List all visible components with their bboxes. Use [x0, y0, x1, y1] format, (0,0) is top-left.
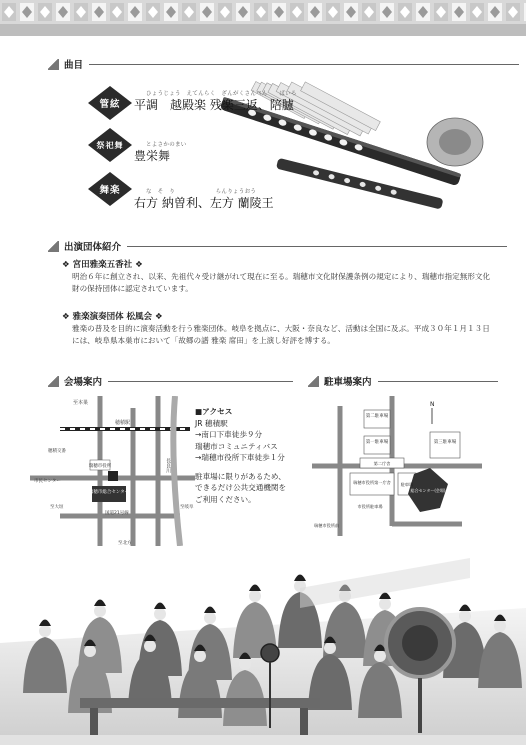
river-label: 長良川	[165, 458, 171, 473]
performers-heading	[48, 238, 507, 254]
heading-mark-icon	[48, 59, 59, 70]
access-info	[195, 406, 305, 505]
access-note: 駐車場に限りがあるため、	[195, 471, 286, 481]
river	[173, 396, 180, 546]
center-label: 総合センター(会場)	[410, 488, 446, 493]
access-note: できるだけ公共交通機関を	[195, 483, 287, 492]
second-office-label: 第二庁舎	[373, 461, 391, 466]
clover-icon: ❖	[62, 312, 73, 322]
p2-label: 第二駐車場	[365, 414, 389, 419]
venue-heading-label: 会場案内	[64, 377, 103, 388]
heading-rule	[378, 381, 498, 382]
performers-heading-label: 出演団体紹介	[64, 242, 122, 253]
org-description: 雅楽の普及を目的に演奏活動を行う雅楽団体。岐阜を拠点に、大阪・奈良など、活動は全国に及ぶ。平成３０年１月１３日には、岐阜県本巣市において「故郷の譜 雅楽 席田」を上演し好評を博する。	[72, 324, 490, 345]
category-label: 祭祀舞	[96, 139, 124, 150]
bus-stop-label: 瑞穂市役所前	[314, 523, 340, 528]
org-name: ❖ 雅楽演奏団体 松風会 ❖	[62, 312, 163, 322]
heading-mark-icon	[308, 376, 319, 387]
top-pattern-band	[0, 0, 526, 36]
koban-label: 穂積交番	[48, 449, 66, 454]
office-parking-label: 市役所駐車場	[357, 504, 383, 509]
clover-icon: ❖	[62, 260, 73, 270]
p1-label: 第一駐車場	[365, 440, 389, 445]
cityhall-label: 瑞穂市役所	[88, 464, 112, 469]
parking-heading	[308, 373, 498, 389]
program-heading-label: 曲目	[64, 60, 84, 71]
org-name: ❖ 宮田雅楽五香社 ❖	[62, 260, 143, 270]
piece-title: 豊栄舞	[134, 149, 171, 163]
category-label: 管絃	[99, 99, 121, 110]
access-line: →瑞穂市役所下車徒歩１分	[195, 453, 285, 462]
band-pattern	[0, 0, 526, 36]
venue-marker	[108, 471, 118, 481]
parking-3-box	[430, 432, 460, 458]
first-office-label: 瑞穂市役所第一庁舎	[353, 480, 391, 485]
ruby-text: ひょうじょう えてんらく ざんがくさんぺん ばいろ	[146, 91, 297, 97]
venue-heading	[48, 373, 293, 389]
access-line: 瑞穂市コミュニティバス	[195, 441, 278, 451]
parking-1-box	[364, 436, 390, 454]
clover-icon: ❖	[152, 312, 163, 322]
access-line: →南口下車徒歩９分	[195, 430, 263, 439]
category-badge-saishimai	[88, 128, 132, 162]
piece-title: 平調 越殿楽 残楽三返、陪臚	[134, 98, 294, 112]
north-label: N	[430, 401, 435, 408]
shiki-label: 至本巣	[73, 400, 89, 406]
heading-rule	[108, 381, 293, 382]
route21-label: 国道21号線	[105, 511, 129, 516]
parking-heading-label: 駐車場案内	[324, 377, 372, 388]
performance-photo	[0, 548, 526, 736]
category-label: 舞楽	[99, 185, 121, 196]
gifu-label: 至岐阜	[180, 505, 194, 510]
ogaki-label: 至大垣	[50, 505, 64, 510]
center-label: 瑞穂市総合センター	[88, 490, 130, 495]
heading-mark-icon	[48, 241, 59, 252]
ruby-text: とよさかのまい	[146, 142, 187, 148]
piece-title: 右方 納曽利、左方 蘭陵王	[134, 196, 274, 210]
venue-map	[30, 396, 195, 546]
p3-label: 第三駐車場	[433, 440, 457, 445]
ruby-text: な そ り らんりょうおう	[146, 189, 257, 195]
access-line: JR 穂積駅	[195, 418, 228, 428]
kitagata-label: 至北方	[118, 541, 132, 546]
civic-center-label: 市民センター	[34, 479, 61, 484]
bottom-pattern-band	[0, 735, 526, 745]
heading-mark-icon	[48, 376, 59, 387]
category-badge-bugaku	[88, 172, 132, 206]
access-note: ご利用ください。	[195, 494, 256, 504]
category-badge-kangen	[88, 86, 132, 120]
org-description: 明治６年に創立され、以来、先祖代々受け継がれて現在に至る。瑞穂市文化財保護条例の規定により、瑞穂市指定無形文化財の保持団体に認定されています。	[72, 272, 491, 293]
parking-label: 駐車場	[400, 482, 414, 487]
access-heading: ■アクセス	[195, 407, 233, 416]
parking-2-box	[364, 410, 390, 428]
station-label: 穂積駅	[115, 420, 131, 426]
heading-rule	[127, 246, 507, 247]
parking-map	[312, 396, 482, 536]
clover-icon: ❖	[132, 260, 143, 270]
